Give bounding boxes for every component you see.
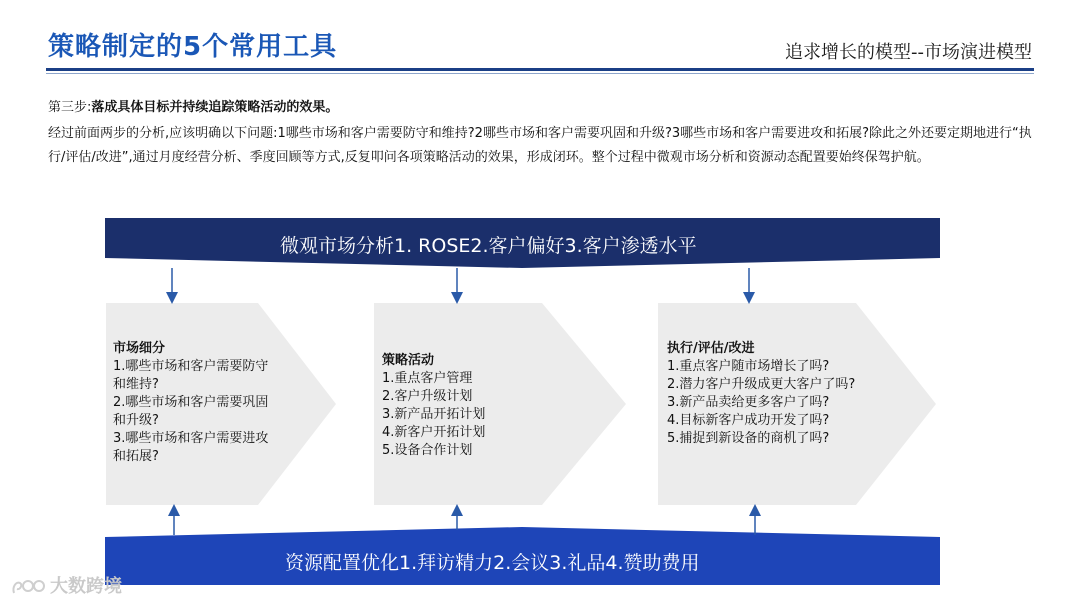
watermark (10, 572, 122, 598)
page-subtitle: 追求增长的模型--市场演进模型 (785, 42, 1032, 63)
box-line: 1.重点客户管理 (382, 371, 473, 386)
box-line: 3.新产品开拓计划 (382, 407, 486, 422)
step-text: 落成具体目标并持续追踪策略活动的效果。 (91, 100, 339, 115)
step-label: 第三步: (48, 100, 92, 115)
box-line: 3.新产品卖给更多客户了吗? (667, 395, 830, 410)
box-line: 2.客户升级计划 (382, 389, 473, 404)
box-line: 3.哪些市场和客户需要进攻和拓展? (113, 431, 269, 464)
box-line: 5.设备合作计划 (382, 443, 473, 458)
box-line: 2.潜力客户升级成更大客户了吗? (667, 377, 856, 392)
watermark-text: 大数跨境 (50, 576, 122, 597)
box-strategy-activities (382, 352, 532, 460)
box-heading: 市场细分 (113, 341, 166, 356)
watermark-logo-icon (10, 577, 46, 597)
box-line: 2.哪些市场和客户需要巩固和升级? (113, 395, 269, 428)
box-line: 1.重点客户随市场增长了吗? (667, 359, 830, 374)
box-line: 4.目标新客户成功开发了吗? (667, 413, 830, 428)
page-title: 策略制定的5个常用工具 (48, 32, 338, 62)
intro-paragraph: 经过前面两步的分析,应该明确以下问题:1哪些市场和客户需要防守和维持?2哪些市场和客户需要巩固和升级?3哪些市场和客户需要进攻和拓展?除此之外还要定期地进行“执行/评估/改进”,通过月度经营分析、季度回顾等方式,反复叩问各项策略活动的效果，形成闭环。整个过程中微观市场分析和资源动态配置要始终保驾护航。 (48, 126, 1032, 165)
box-line: 5.捕捉到新设备的商机了吗? (667, 431, 830, 446)
box-heading: 策略活动 (382, 353, 435, 368)
bottom-banner-label: 资源配置优化1.拜访精力2.会议3.礼品4.赞助费用 (285, 552, 700, 574)
box-heading: 执行/评估/改进 (667, 341, 755, 356)
top-banner-label: 微观市场分析1. ROSE2.客户偏好3.客户渗透水平 (280, 235, 697, 257)
box-line: 1.哪些市场和客户需要防守和维持? (113, 359, 269, 392)
box-market-segmentation (113, 340, 281, 466)
box-line: 4.新客户开拓计划 (382, 425, 486, 440)
box-execution-evaluation (667, 340, 877, 448)
